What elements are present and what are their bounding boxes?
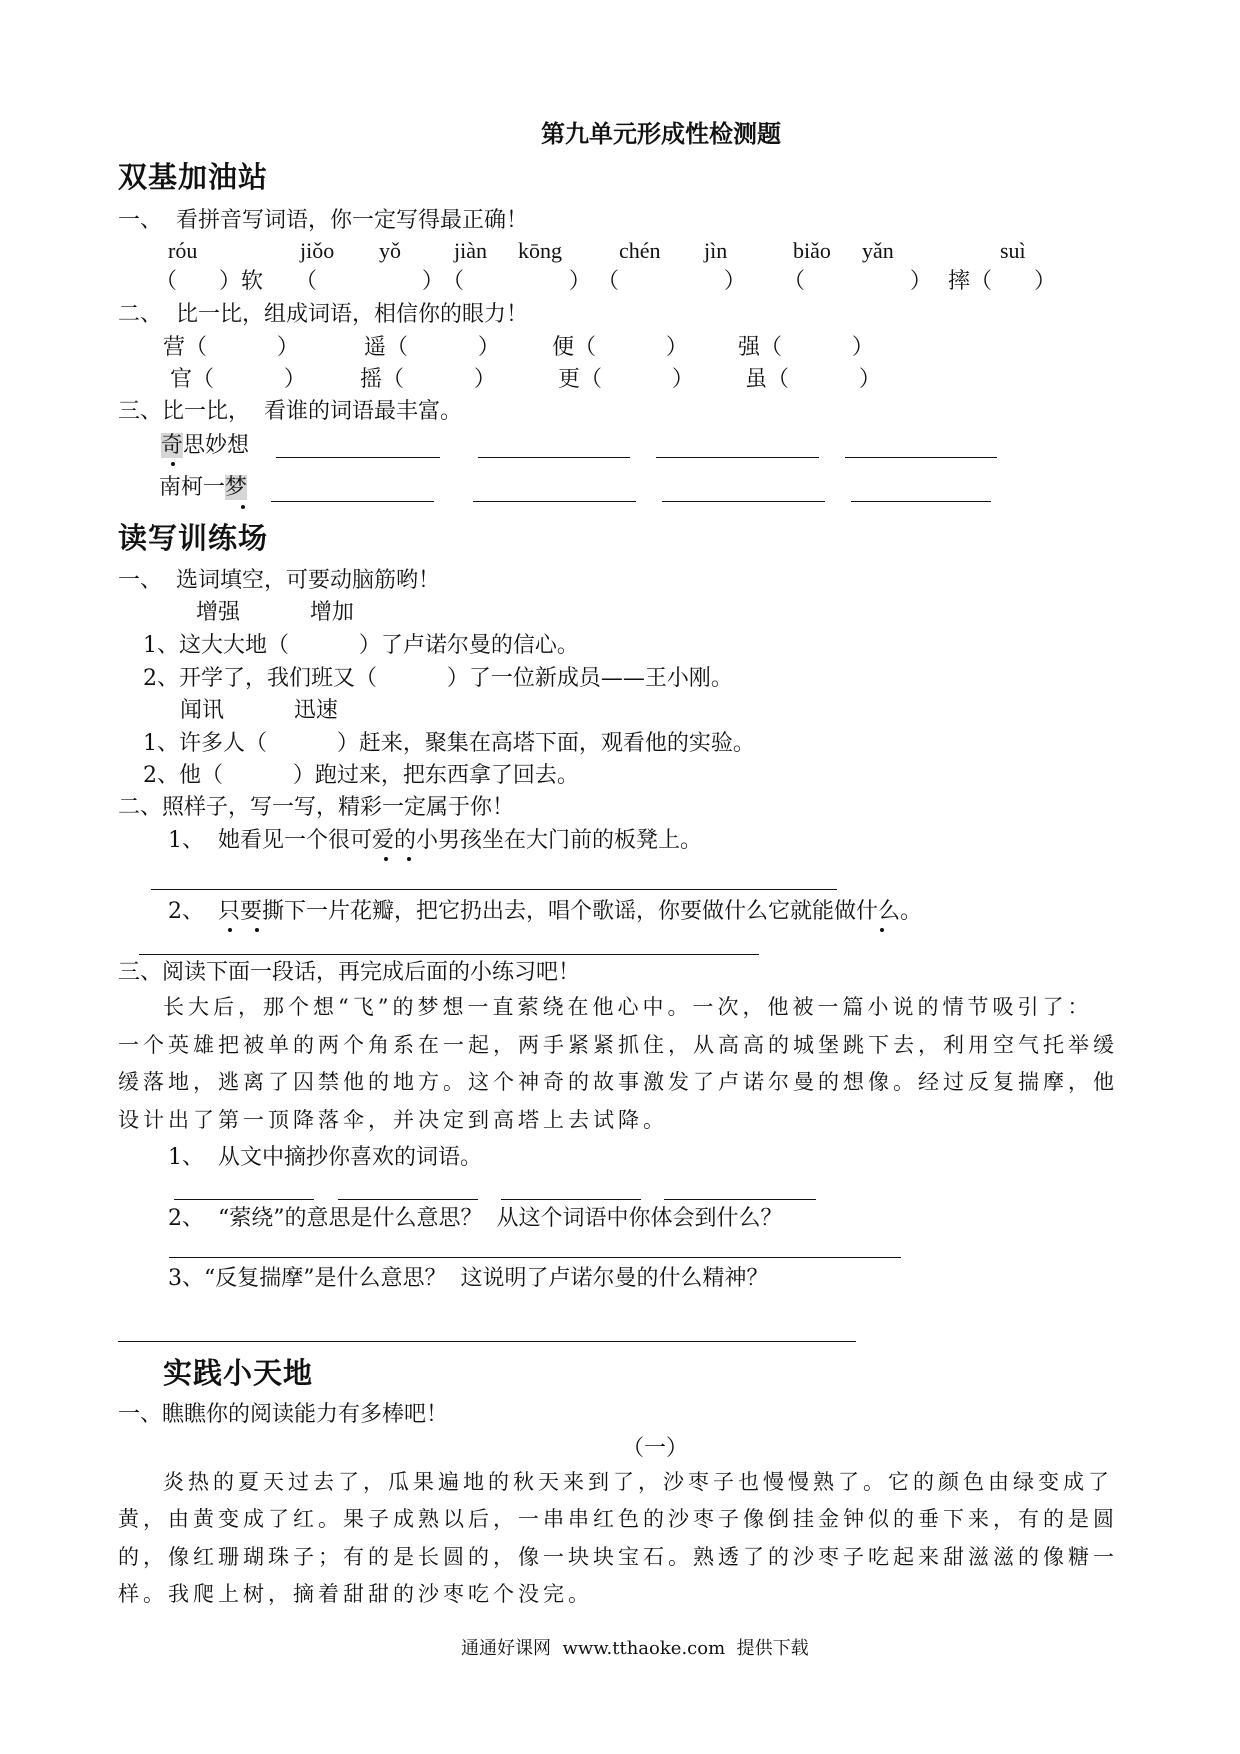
reading-passage-line: 黄，由黄变成了红。果子成熟以后，一串串红色的沙枣子像倒挂金钟似的垂下来，有的是圆 — [118, 1507, 1118, 1531]
page-footer: 通通好课网 www.tthaoke.com 提供下载 — [461, 1638, 809, 1659]
answer-line[interactable] — [151, 889, 837, 890]
pinyin-jian: jiàn — [454, 238, 487, 263]
question-3-prompt: 三、阅读下面一段话，再完成后面的小练习吧！ — [118, 960, 581, 985]
exercise-item: 3、“反复揣摩”是什么意思？ 这说明了卢诺尔曼的什么精神？ — [168, 1266, 769, 1291]
word-options: 闻讯 迅速 — [180, 698, 338, 723]
answer-line[interactable] — [276, 457, 440, 458]
pinyin-rou: róu — [168, 238, 198, 263]
emphasis-dot — [407, 857, 411, 861]
answer-line[interactable] — [169, 1257, 901, 1258]
answer-line[interactable] — [338, 1199, 478, 1200]
idiom-nankeyimeng — [159, 477, 247, 499]
emphasis-dot — [171, 462, 175, 466]
answer-blank[interactable]: （ ） — [295, 269, 444, 294]
compare-word-blank[interactable]: 遥（ ） — [364, 335, 500, 360]
reading-passage-line: 设计出了第一顶降落伞，并决定到高塔上去试降。 — [118, 1108, 668, 1132]
idiom-rest: 思妙想 — [183, 433, 250, 458]
reading-passage-line: 样。我爬上树，摘着甜甜的沙枣吃个没完。 — [118, 1582, 593, 1606]
compare-word-blank[interactable]: 虽（ ） — [745, 367, 881, 392]
section-heading-reading-writing: 读写训练场 — [118, 521, 269, 555]
compare-word-blank[interactable]: 便（ ） — [552, 335, 688, 360]
question-3-prompt: 三、比一比， 看谁的词语最丰富。 — [118, 399, 462, 424]
reading-passage-line: 炎热的夏天过去了，瓜果遍地的秋天来到了，沙枣子也慢慢熟了。它的颜色由绿变成了 — [163, 1470, 1113, 1494]
compare-word-blank[interactable]: 摇（ ） — [360, 367, 496, 392]
question-1-prompt: 一、 选词填空，可要动脑筋哟！ — [118, 568, 440, 593]
fill-in-item[interactable]: 1、许多人（ ）赶来，聚集在高塔下面，观看他的实验。 — [143, 731, 755, 756]
section-heading-practice: 实践小天地 — [163, 1356, 314, 1390]
answer-line[interactable] — [118, 1341, 856, 1342]
highlighted-character: 梦 — [225, 475, 248, 500]
reading-passage-line: 长大后，那个想“飞”的梦想一直萦绕在他心中。一次，他被一篇小说的情节吸引了： — [163, 995, 1093, 1019]
example-sentence: 2、 只要撕下一片花瓣，把它扔出去，唱个歌谣，你要做什么它就能做什么。 — [168, 899, 922, 924]
answer-blank[interactable]: （ ） — [597, 269, 746, 294]
idiom-qisimiaoxiang — [161, 435, 249, 457]
answer-line[interactable] — [656, 457, 819, 458]
pinyin-biao: biǎo — [793, 238, 831, 263]
pinyin-kong: kōng — [518, 238, 562, 263]
answer-line[interactable] — [664, 1199, 816, 1200]
passage-subtitle: （一） — [622, 1436, 689, 1461]
question-1-prompt: 一、 看拼音写词语，你一定写得最正确！ — [118, 208, 528, 233]
highlighted-character: 奇 — [161, 433, 184, 458]
pinyin-yan: yǎn — [862, 238, 894, 263]
pinyin-chen: chén — [619, 238, 661, 263]
emphasis-dot — [228, 928, 232, 932]
emphasis-dot — [255, 928, 259, 932]
pinyin-sui: suì — [1000, 238, 1026, 263]
compare-word-blank[interactable]: 强（ ） — [738, 335, 874, 360]
answer-line[interactable] — [501, 1199, 641, 1200]
answer-line[interactable] — [139, 954, 759, 955]
pinyin-yo: yǒ — [379, 238, 401, 263]
emphasis-dot — [880, 928, 884, 932]
exercise-item: 2、 “萦绕”的意思是什么意思？ 从这个词语中你体会到什么？ — [168, 1206, 783, 1231]
emphasis-dot — [384, 857, 388, 861]
answer-line[interactable] — [845, 457, 997, 458]
word-options: 增强 增加 — [196, 600, 354, 625]
answer-line[interactable] — [174, 1199, 314, 1200]
example-sentence: 1、 她看见一个很可爱的小男孩坐在大门前的板凳上。 — [168, 828, 702, 853]
pinyin-jiao: jiǒo — [300, 238, 335, 263]
section-heading-basics: 双基加油站 — [118, 160, 269, 194]
answer-line[interactable] — [851, 501, 991, 502]
fill-in-item[interactable]: 1、这大大地（ ）了卢诺尔曼的信心。 — [143, 633, 579, 658]
answer-line[interactable] — [473, 501, 636, 502]
reading-passage-line: 的，像红珊瑚珠子；有的是长圆的，像一块块宝石。熟透了的沙枣子吃起来甜滋滋的像糖一 — [118, 1545, 1118, 1569]
answer-line[interactable] — [662, 501, 825, 502]
compare-word-blank[interactable]: 更（ ） — [558, 367, 694, 392]
exercise-item: 1、 从文中摘抄你喜欢的词语。 — [168, 1145, 482, 1170]
fill-in-item[interactable]: 2、他（ ）跑过来，把东西拿了回去。 — [143, 763, 579, 788]
answer-blank[interactable]: （ ） — [442, 269, 591, 294]
idiom-rest: 南柯一 — [159, 475, 226, 500]
fill-in-item[interactable]: 2、开学了，我们班又（ ）了一位新成员——王小刚。 — [143, 666, 733, 691]
reading-passage-line: 一个英雄把被单的两个角系在一起，两手紧紧抓住，从高高的城堡跳下去，利用空气托举缓 — [118, 1033, 1118, 1057]
compare-word-blank[interactable]: 官（ ） — [170, 367, 306, 392]
answer-line[interactable] — [271, 501, 434, 502]
pinyin-jin: jìn — [704, 238, 728, 263]
reading-passage-line: 缓落地，逃离了囚禁他的地方。这个神奇的故事激发了卢诺尔曼的想像。经过反复揣摩，他 — [118, 1070, 1118, 1094]
answer-blank[interactable]: 摔（ ） — [948, 269, 1056, 294]
answer-blank[interactable]: （ ）软 — [155, 269, 263, 294]
compare-word-blank[interactable]: 营（ ） — [163, 335, 299, 360]
question-1-prompt: 一、瞧瞧你的阅读能力有多棒吧！ — [118, 1402, 449, 1427]
answer-line[interactable] — [478, 457, 630, 458]
question-2-prompt: 二、 比一比，组成词语，相信你的眼力！ — [118, 302, 528, 327]
page-title: 第九单元形成性检测题 — [541, 119, 781, 148]
question-2-prompt: 二、照样子，写一写，精彩一定属于你！ — [118, 795, 515, 820]
answer-blank[interactable]: （ ） — [783, 269, 932, 294]
emphasis-dot — [241, 505, 245, 509]
